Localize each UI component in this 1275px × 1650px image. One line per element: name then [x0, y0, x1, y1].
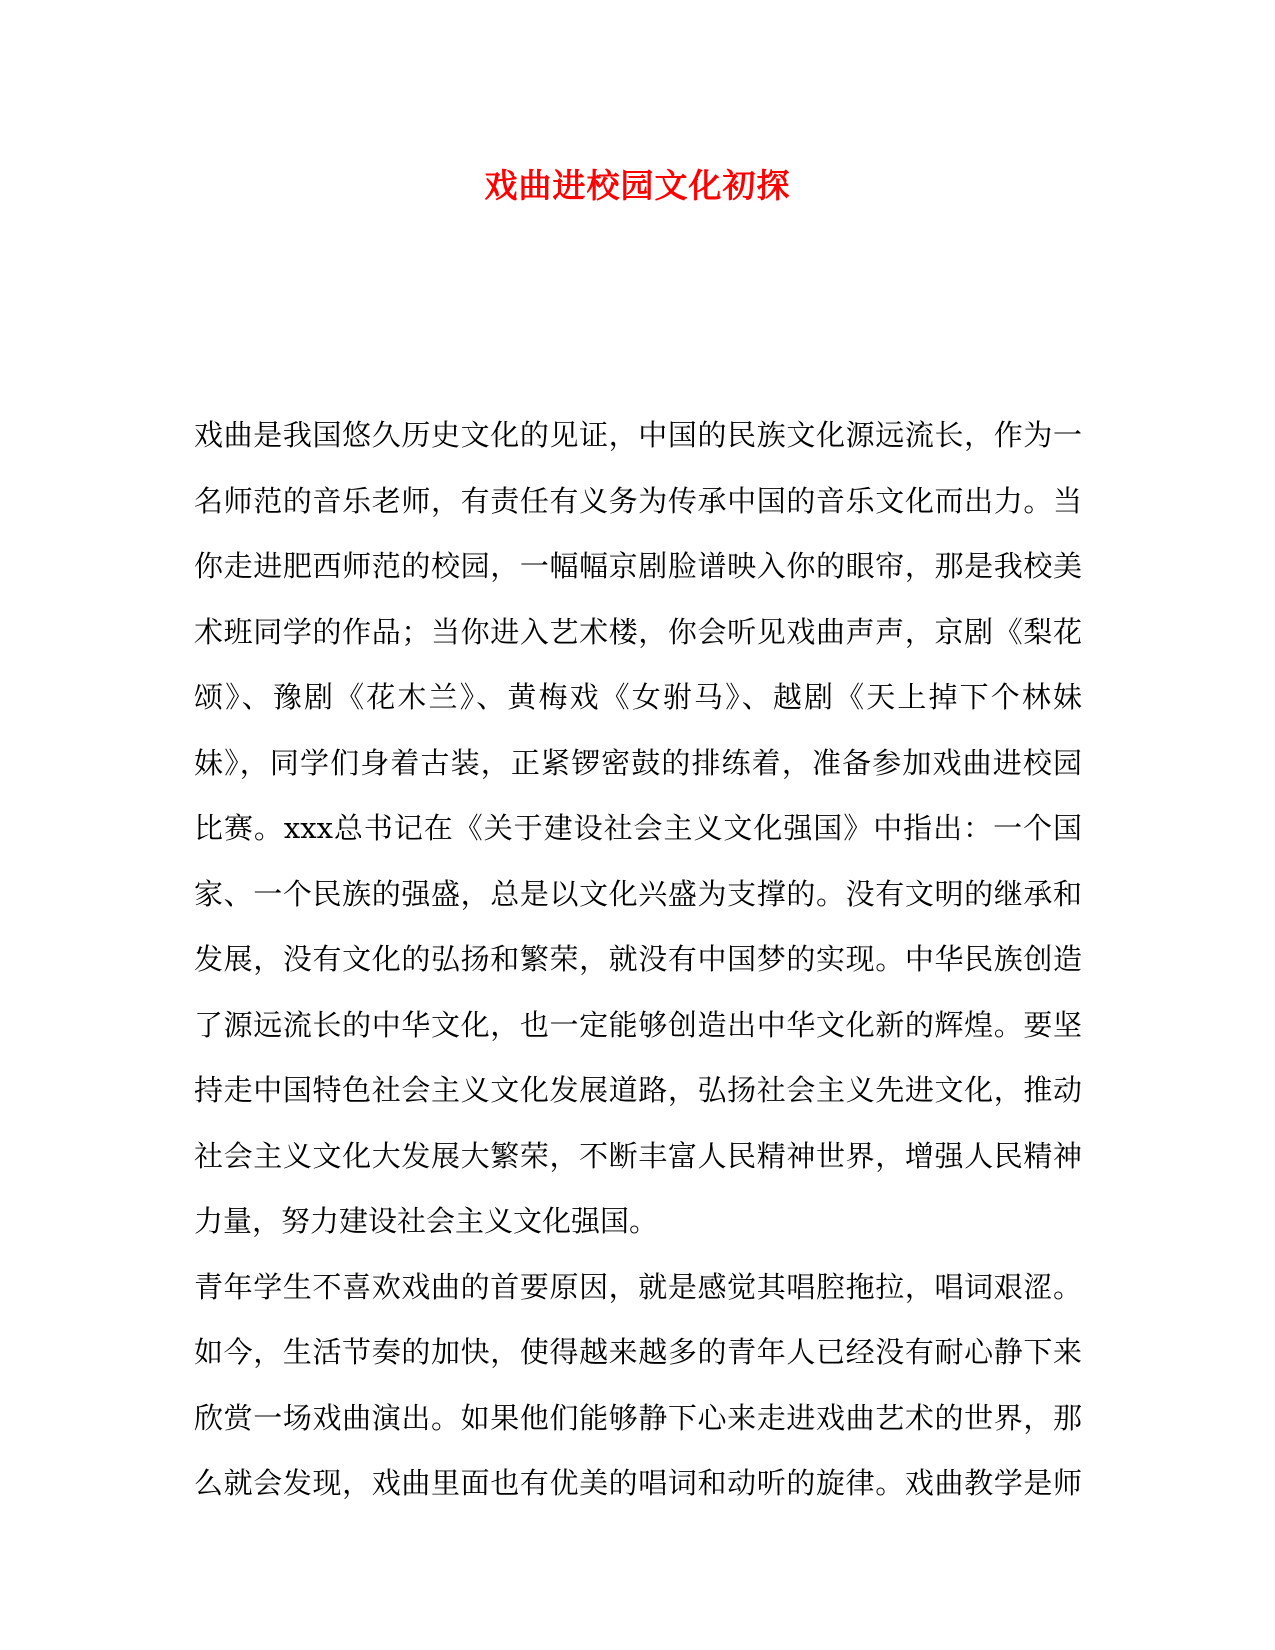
text-line: 如今，生活节奏的加快，使得越来越多的青年人已经没有耐心静下来	[194, 1335, 1082, 1369]
text-line: 妹》，同学们身着古装，正紧锣密鼓的排练着，准备参加戏曲进校园	[194, 745, 1082, 780]
text-line: 家、一个民族的强盛，总是以文化兴盛为支撑的。没有文明的继承和	[194, 876, 1082, 911]
text-line: 你走进肥西师范的校园，一幅幅京剧脸谱映入你的眼帘，那是我校美	[194, 549, 1082, 583]
text-line: 青年学生不喜欢戏曲的首要原因，就是感觉其唱腔拖拉，唱词艰涩。	[194, 1269, 1082, 1304]
text-line: 比赛。xxx总书记在《关于建设社会主义文化强国》中指出：一个国	[194, 811, 1082, 845]
text-line: 持走中国特色社会主义文化发展道路，弘扬社会主义先进文化，推动	[194, 1073, 1082, 1107]
text-line: 了源远流长的中华文化，也一定能够创造出中华文化新的辉煌。要坚	[194, 1007, 1082, 1042]
text-line: 力量，努力建设社会主义文化强国。	[194, 1204, 659, 1238]
text-line: 戏曲是我国悠久历史文化的见证，中国的民族文化源远流长，作为一	[194, 418, 1082, 452]
document-title: 戏曲进校园文化初探	[484, 166, 791, 205]
text-line: 颂》、豫剧《花木兰》、黄梅戏《女驸马》、越剧《天上掉下个林妹	[194, 680, 1082, 714]
text-line: 术班同学的作品；当你进入艺术楼，你会听见戏曲声声，京剧《梨花	[194, 614, 1082, 649]
document-body	[194, 403, 1082, 1517]
text-line: 社会主义文化大发展大繁荣，不断丰富人民精神世界，增强人民精神	[194, 1138, 1082, 1173]
text-line: 名师范的音乐老师，有责任有义务为传承中国的音乐文化而出力。当	[194, 483, 1082, 518]
paragraph-1	[194, 403, 1082, 1255]
text-line: 么就会发现，戏曲里面也有优美的唱词和动听的旋律。戏曲教学是师	[194, 1466, 1082, 1500]
text-line: 发展，没有文化的弘扬和繁荣，就没有中国梦的实现。中华民族创造	[194, 942, 1082, 976]
paragraph-2	[194, 1255, 1082, 1517]
text-line: 欣赏一场戏曲演出。如果他们能够静下心来走进戏曲艺术的世界，那	[194, 1400, 1082, 1435]
